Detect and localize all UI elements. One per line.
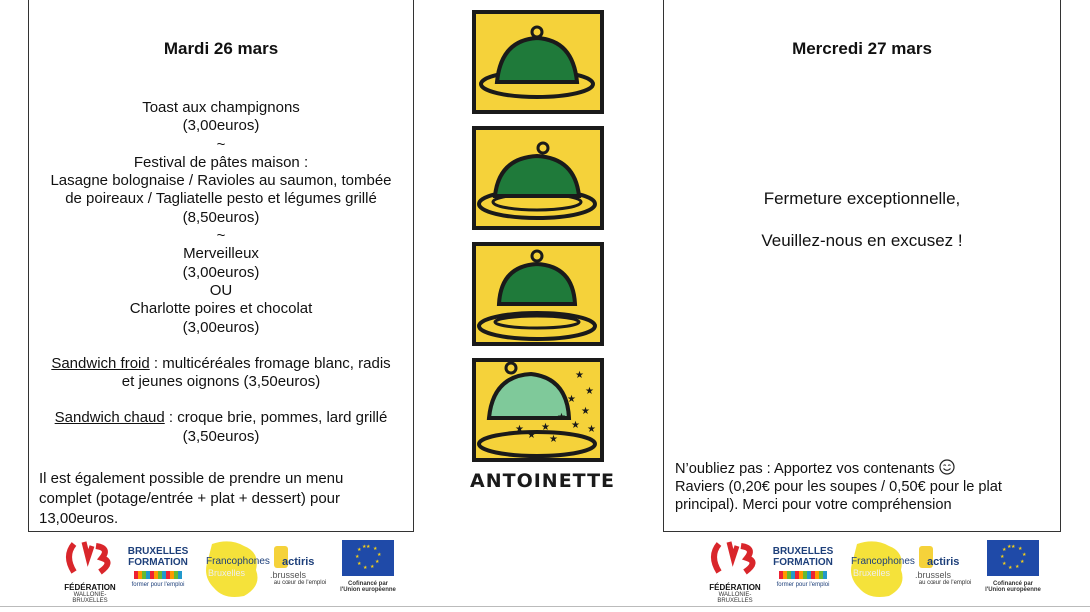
right-menu-panel xyxy=(663,0,1061,532)
bxl-formation-tag: former pour l'emploi xyxy=(776,582,830,588)
sandwich-froid-text: : multicéréales fromage blanc, radis xyxy=(149,354,391,372)
svg-text:★: ★ xyxy=(587,424,596,435)
svg-text:★: ★ xyxy=(575,370,584,381)
francophones-text: Francophones xyxy=(206,556,270,567)
svg-text:★: ★ xyxy=(1002,561,1007,567)
svg-text:★: ★ xyxy=(549,434,558,445)
svg-text:★: ★ xyxy=(1022,552,1027,558)
svg-text:★: ★ xyxy=(581,406,590,417)
bxl-formation-logo xyxy=(124,546,192,612)
note-line-1: N’oubliez pas : Apportez vos contenants xyxy=(675,461,935,477)
menu-line: Festival de pâtes maison : xyxy=(133,153,309,171)
svg-text:★: ★ xyxy=(357,547,362,553)
francophones-logo xyxy=(200,538,270,604)
svg-text:★: ★ xyxy=(375,559,380,565)
sandwich-chaud-label: Sandwich chaud xyxy=(54,409,165,427)
actiris-tag: au cœur de l'emploi xyxy=(918,580,972,586)
federation-sub: WALLONIE-BRUXELLES xyxy=(72,592,108,604)
federation-wb-icon xyxy=(60,538,120,578)
bxl-formation-tag: former pour l'emploi xyxy=(131,582,185,588)
svg-text:★: ★ xyxy=(373,546,378,552)
francophones-logo xyxy=(845,538,915,604)
color-stripes xyxy=(779,571,827,579)
eu-flag-icon xyxy=(342,540,394,576)
day-title: Mardi 26 mars xyxy=(163,39,279,58)
francophones-sub: Bruxelles xyxy=(208,568,246,578)
closure-line-1: Fermeture exceptionnelle, xyxy=(763,189,961,208)
antoinette-logo xyxy=(471,10,605,474)
sandwich-chaud-line2: (3,50euros) xyxy=(182,427,260,445)
closure-line-2: Veuillez-nous en excusez ! xyxy=(761,231,963,250)
menu-line: Lasagne bolognaise / Ravioles au saumon, tombée xyxy=(50,172,392,190)
cloche-icon xyxy=(471,358,605,462)
menu-complet-note: Il est également possible de prendre un menu complet (potage/entrée + plat + dessert) pour 13,00euros. xyxy=(39,470,344,527)
menu-line: (3,00euros) xyxy=(182,318,260,336)
menu-line: OU xyxy=(209,281,233,299)
menu-line: ~ xyxy=(216,135,226,153)
svg-text:★: ★ xyxy=(1002,547,1007,553)
actiris-logo xyxy=(915,546,975,612)
eu-text-1: Cofinancé par xyxy=(347,581,388,587)
container-note xyxy=(675,459,1050,514)
actiris-text: actiris xyxy=(282,556,315,568)
svg-text:★: ★ xyxy=(541,422,550,433)
svg-text:★: ★ xyxy=(1011,544,1016,550)
svg-text:★: ★ xyxy=(1015,564,1020,570)
smiley-icon xyxy=(939,459,955,475)
svg-text:★: ★ xyxy=(357,561,362,567)
eu-flag-icon xyxy=(987,540,1039,576)
eu-logo xyxy=(336,538,400,604)
svg-text:★: ★ xyxy=(1020,559,1025,565)
menu-line: Merveilleux xyxy=(183,245,259,263)
menu-list xyxy=(33,99,409,446)
menu-line: (8,50euros) xyxy=(182,208,260,226)
eu-text-2: l'Union européenne xyxy=(340,587,396,593)
svg-text:★: ★ xyxy=(1000,554,1005,560)
sandwich-froid xyxy=(33,355,409,392)
cloche-icon xyxy=(471,242,605,346)
svg-text:★: ★ xyxy=(1018,546,1023,552)
svg-text:★: ★ xyxy=(1008,565,1013,571)
actiris-sub: .brussels xyxy=(270,570,307,580)
color-stripes xyxy=(134,571,182,579)
federation-logo xyxy=(60,538,120,604)
brand-name: ANTOINETTE xyxy=(470,470,616,492)
svg-text:★: ★ xyxy=(527,430,536,441)
partner-logos xyxy=(60,538,405,604)
federation-text: FÉDÉRATION xyxy=(64,583,116,592)
bxl-formation-2: FORMATION xyxy=(773,557,833,568)
svg-text:★: ★ xyxy=(366,544,371,550)
bxl-formation-logo xyxy=(769,546,837,612)
menu-line: Toast aux champignons xyxy=(142,99,300,116)
note-line-2: Raviers (0,20€ pour les soupes / 0,50€ pour le plat principal). Merci pour votre compréhension xyxy=(675,479,1002,513)
federation-sub: WALLONIE-BRUXELLES xyxy=(717,592,753,604)
left-menu-panel xyxy=(28,0,414,532)
francophones-text: Francophones xyxy=(851,556,915,567)
federation-wb-icon xyxy=(705,538,765,578)
menu-line: ~ xyxy=(216,227,226,245)
cloche-icon xyxy=(471,10,605,114)
sandwich-chaud xyxy=(33,409,409,446)
svg-text:★: ★ xyxy=(362,544,367,550)
cloche-icon xyxy=(471,126,605,230)
francophones-sub: Bruxelles xyxy=(853,568,891,578)
svg-text:★: ★ xyxy=(567,394,576,405)
sandwich-chaud-text: : croque brie, pommes, lard grillé xyxy=(164,409,388,427)
svg-text:★: ★ xyxy=(355,554,360,560)
federation-logo xyxy=(705,538,765,604)
menu-line: Charlotte poires et chocolat xyxy=(129,300,313,318)
eu-text-1: Cofinancé par xyxy=(992,581,1033,587)
actiris-logo xyxy=(270,546,330,612)
svg-text:★: ★ xyxy=(370,564,375,570)
menu-line: (3,00euros) xyxy=(182,263,260,281)
svg-text:★: ★ xyxy=(515,424,524,435)
actiris-tag: au cœur de l'emploi xyxy=(273,580,327,586)
actiris-text: actiris xyxy=(927,556,960,568)
sandwich-froid-label: Sandwich froid xyxy=(51,354,150,372)
svg-text:★: ★ xyxy=(363,565,368,571)
menu-line: (3,00euros) xyxy=(182,117,260,135)
svg-text:★: ★ xyxy=(1007,544,1012,550)
bxl-formation-1: BRUXELLES xyxy=(127,546,189,557)
actiris-sub: .brussels xyxy=(915,570,952,580)
bottom-divider xyxy=(0,606,1090,607)
svg-text:★: ★ xyxy=(571,420,580,431)
svg-text:★: ★ xyxy=(377,552,382,558)
partner-logos xyxy=(705,538,1050,604)
bxl-formation-2: FORMATION xyxy=(128,557,188,568)
eu-logo xyxy=(981,538,1045,604)
bxl-formation-1: BRUXELLES xyxy=(772,546,834,557)
federation-text: FÉDÉRATION xyxy=(709,583,761,592)
menu-line: de poireaux / Tagliatelle pesto et légumes grillé xyxy=(65,190,377,208)
svg-text:★: ★ xyxy=(557,412,566,423)
svg-text:★: ★ xyxy=(585,386,594,397)
eu-text-2: l'Union européenne xyxy=(985,587,1041,593)
day-title: Mercredi 27 mars xyxy=(792,39,932,58)
sandwich-froid-line2: et jeunes oignons (3,50euros) xyxy=(121,373,321,391)
